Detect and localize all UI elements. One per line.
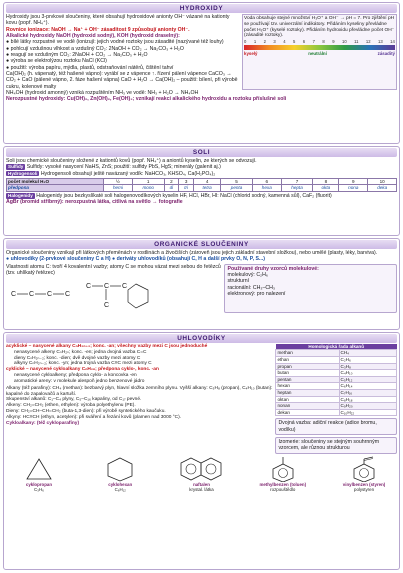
ph-scale-bar bbox=[244, 45, 395, 50]
tree-item: nenasycené alkeny CₙH₂ₙ; konc. -en; jedna dvojná vazba C=C bbox=[14, 349, 147, 355]
ph-box bbox=[242, 14, 397, 90]
text-line: ● výroba se elektrolýzou roztoku NaCl (KCl) bbox=[6, 58, 107, 65]
text-line: Dieny: CH₂=CH–CH=CH₂ (buta-1,3-dien): při výrobě syntetického kaučuku. bbox=[6, 409, 166, 415]
text-line: ● použití: výroba papíru, mýdla, plastů, odstraňování nátěrů, čištění tahví bbox=[6, 64, 174, 71]
molecule-toluen: methylbenzen (toluen) rozpouštědlo bbox=[252, 456, 314, 493]
text-line: ● uhlovodíky (2-prvkové sloučeniny C a H) ● deriváty uhlovodíků (obsahují C, H a další prvky O, N, P, S...) bbox=[6, 256, 265, 263]
svg-text:C: C bbox=[104, 302, 110, 310]
text-line: AgBr (bromid stříbrný): nerozpustná látka, citlivá na světlo → fotografie bbox=[6, 199, 183, 206]
isomer-box: Izomerie: sloučeniny se stejným souhrnným vzorcem, ale různou strukturou bbox=[275, 437, 397, 454]
ph-labels: kyselý neutrální zásaditý bbox=[244, 51, 395, 57]
section-hydroxidy bbox=[3, 2, 400, 144]
text-line: ● pohlcují vzdušnou vlhkost a vzdušný CO₂: 2NaOH + CO₂ → Na₂CO₃ + H₂O bbox=[6, 45, 184, 52]
svg-text:C: C bbox=[29, 291, 35, 299]
svg-text:C: C bbox=[65, 291, 71, 299]
text-line: NH₄OH (hydroxid amonný) vzniká rozpuštěním NH₃ ve vodě: NH₃ + H₂O → NH₄OH bbox=[6, 89, 199, 96]
text-line: Alkalické hydroxidy NaOH (hydroxid sodný), KOH (hydroxid draselný): bbox=[6, 32, 180, 39]
tree-item: nenasycené cykloalkeny; předpona cyklo- a koncovka -en bbox=[14, 373, 137, 379]
svg-text:C: C bbox=[122, 283, 128, 291]
section-title: SOLI bbox=[6, 148, 397, 157]
section-soli bbox=[3, 146, 400, 236]
text-line: Organické sloučeniny vznikají při látkových přeměnách v rostlinách a živočiších (zároveň jsou jejich základní stavební složkou), nebo umělé (plasty, léky, barviva). bbox=[6, 249, 378, 256]
carbon-chain-diagram bbox=[6, 276, 156, 310]
text-line: Halogenidy Halogenidy jsou bezkyslíkaté soli halogenovodíkových kyselin HF, HCl, HBr, HI: NaCl (chlorid sodný, kamenná sůl), CaF₂ (fluorit) bbox=[8, 193, 332, 200]
text-line: Alkany (též parafiny): CH₄ (methan): bezbarvý plyn, hlavní složka zemního plynu. Vyšší alkany: C₃H₈ (propan), C₄H₁₀ (butan): kapalné do zapalovačů a kartuší. bbox=[6, 385, 273, 397]
tree-item: cyklické – nasycené cykloalkany CₙH₂ₙ; předpona cyklo-, konc. -an bbox=[6, 367, 159, 373]
text-line: Skupenství alkanů: C₁–C₄ plyny, C₅–C₁₆ kapaliny, od C₁₇ pevné. bbox=[6, 397, 142, 403]
section-uhlovodiky bbox=[3, 332, 400, 570]
text-line: Hydrogensoli Hydrogensoli obsahují ještě navázaný vodík: NaHCO₃, KHSO₄, Ca(H₂PO₄)₂ bbox=[8, 170, 216, 177]
text-line: Soli jsou chemické sloučeniny složené z kationtů kovů (popř. NH₄⁺) a aniontů kyselin, ze kterých se odvozují. bbox=[6, 157, 257, 164]
text-line: Cykloalkany: (též cykloparafíny) bbox=[6, 420, 80, 426]
section-title: ORGANICKÉ SLOUČENINY bbox=[6, 240, 397, 249]
tree-item: acyklické – nasycené alkany CₙH₂ₙ₊₂; konc. -an; všechny vazby mezi C jsou jednoduché bbox=[6, 343, 208, 349]
molecule-cyklopropan: cyklopropan C₃H₆ bbox=[8, 456, 70, 493]
double-bond-box: Dvojná vazba: adiční reakce (adice bromu, vodíku) bbox=[275, 418, 397, 435]
molecule-styren: vinylbenzen (styren) polystyren bbox=[333, 456, 395, 493]
text-line: Alkyny: HC≡CH (ethyn, acetylen): při sváření a řezání kovů (plamen nad 3000 °C). bbox=[6, 414, 182, 420]
text-line: ● bílé látky rozpustné ve vodě (ionizují: jejich vodné roztoky jsou zásadité (nazývané též louhy) bbox=[6, 39, 224, 46]
homolog-table: Homologická řada alkanů methan CH₄ ethan C₂H₆ propan C₃H₈ butan C₄H₁₀ pentan C₅H₁₂ hexan C₆H₁₄ heptan C₇H₁₆ oktan C₈H₁₈ nonan C₉H₂₀ dekan C₁₀H₂₂ bbox=[275, 344, 397, 417]
formulas-box: Používané druhy vzorců molekulové: molekulový: C₂H₆ strukturní racionální: CH₃–CH₃ elektronový: pro nalezení bbox=[224, 264, 397, 313]
tree-item: dieny CₙH₂ₙ₋₂; konc. -dien; dvě dvojné vazby mezi atomy C bbox=[14, 355, 141, 361]
text-line: Nerozpustné hydroxidy: Cu(OH)₂, Zn(OH)₂, Fe(OH)₃; vznikají reakcí alkalického hydroxidu a roztoku příslušné soli bbox=[6, 96, 287, 103]
prefix-table: počet molekul H₂O ½ 1 2 3 4 5 6 7 8 9 10 předpona hemi mono di tri tetra penta hexa hepta okta nona deka bbox=[6, 178, 397, 192]
section-organicke bbox=[3, 238, 400, 330]
molecule-naftalen: naftalen krystal. látka bbox=[171, 456, 233, 493]
svg-text:C: C bbox=[47, 291, 53, 299]
svg-text:C: C bbox=[11, 291, 17, 299]
text-line: Hydroxidy jsou 3-prvkové sloučeniny, které obsahují hydroxidové anionty OH⁻ vázané na kationty kovu (popř. NH₄⁺). bbox=[6, 13, 230, 27]
text-line: Ca(OH)₂ (h. vápenatý, též hašené vápno): vyrábí se z vápence ↑. řízení pálení vápence CaCO₃ → CO₂ + CaO (pálené vápno, 2. fáze hašení vápna) CaO + H₂O → Ca(OH)₂ – použití: bílení, při výrobě cukru, kolenové malty bbox=[6, 70, 238, 90]
text-line: Sulfidy Sulfidy: vysoké nasycení NaHS, ZnS; použití: sulfidy PbS, HgS; minerály (galenit aj.) bbox=[8, 164, 221, 171]
svg-text:C: C bbox=[104, 283, 110, 291]
ph-ticks: 0 1 2 3 4 5 6 7 8 9 10 11 12 13 14 bbox=[244, 39, 395, 45]
molecules-row bbox=[6, 456, 397, 493]
tree-item: aromatické areny: v molekule alespoň jedno benzenové jádro bbox=[14, 378, 145, 384]
text-line: Rovnice ionizace: NaOH → Na⁺ + OH⁻ zásaditost 9 způsobují anionty OH⁻. bbox=[6, 26, 190, 33]
text-line: Vlastnosti atomu C: tvoří 4 kovalentní vazby; atomy C se mohou vázat mezi sebou do řetězců (tzv. uhlíkatý řetězec) bbox=[6, 263, 221, 276]
molecule-cyklohexan: cyklohexan C₆H₁₂ bbox=[89, 456, 151, 493]
section-title: UHLOVODÍKY bbox=[6, 334, 397, 343]
svg-text:C: C bbox=[86, 283, 92, 291]
ph-text: Voda obsahuje stejné množství H₃O⁺ a OH⁻ → pH = 7. Pro zjištění pH se používají tzv. univerzální indikátory. Přidáním kyseliny převládne počet H₃O⁺ (kyselé roztoky). Přidáním hydroxidu převládne počet OH⁻ (zásadité roztoky). bbox=[244, 15, 395, 39]
section-title: HYDROXIDY bbox=[6, 4, 397, 13]
text-line: Alkeny: CH₂=CH₂ (ethen, ethylen): výroba polyethylenu (PE). bbox=[6, 403, 136, 409]
text-line: ● reagují se vzdušným CO₂: 2NaOH + CO₂ → Na₂CO₃ + H₂O bbox=[6, 51, 148, 58]
tree-item: alkyny CₙH₂ₙ₋₂; konc. -yn; jedna trojná vazba C≡C mezi atomy C bbox=[14, 361, 152, 367]
